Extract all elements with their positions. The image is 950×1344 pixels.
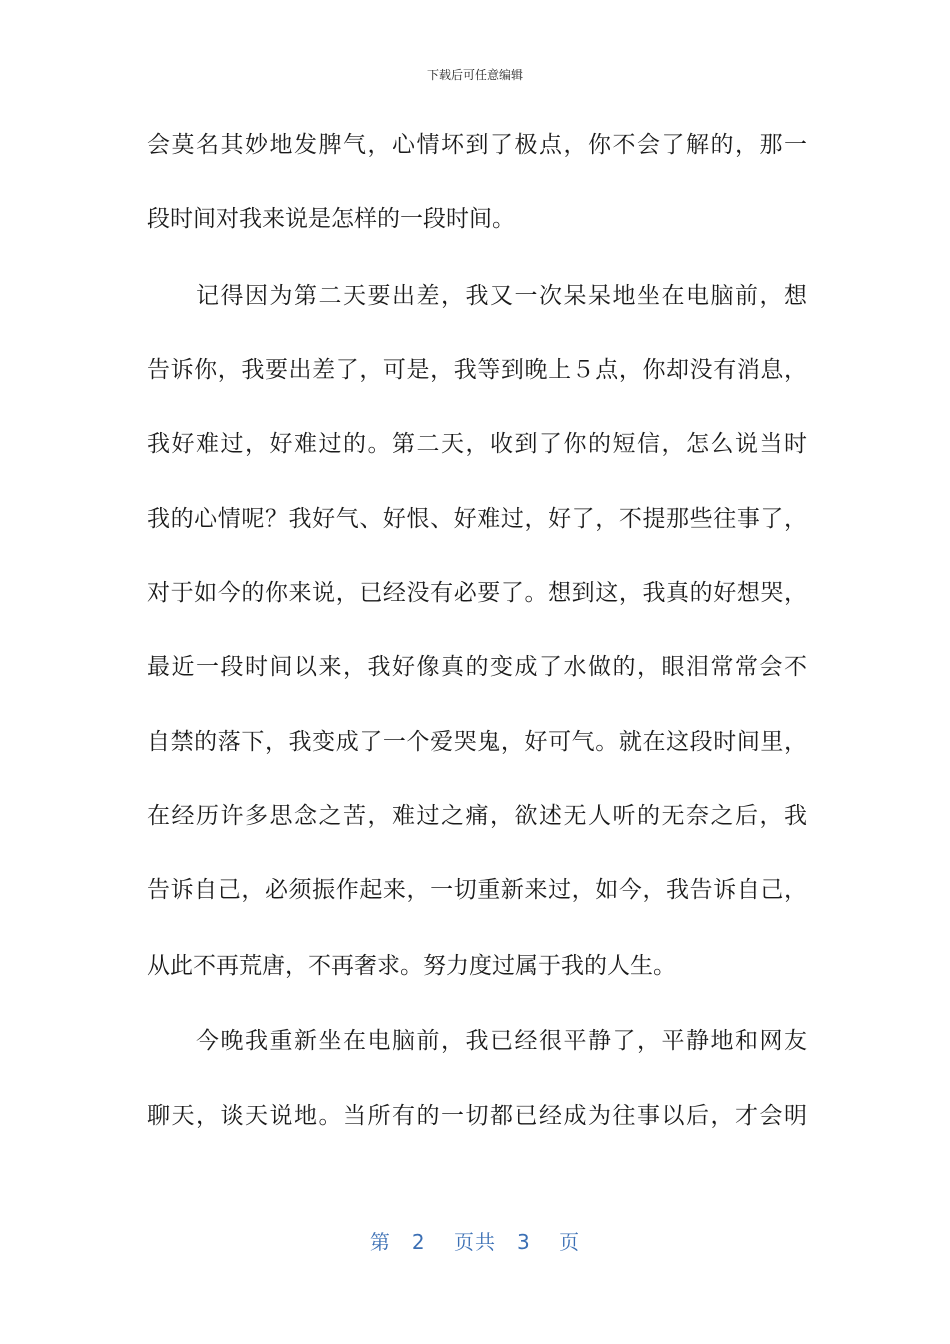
body-line: 聊天，谈天说地。当所有的一切都已经成为往事以后，才会明: [147, 1103, 807, 1129]
body-line: 对于如今的你来说，已经没有必要了。想到这，我真的好想哭，: [147, 580, 807, 606]
body-line: 告诉自己，必须振作起来，一切重新来过，如今，我告诉自己，: [147, 877, 807, 903]
body-line: 从此不再荒唐，不再奢求。努力度过属于我的人生。: [147, 953, 676, 979]
body-line: 自禁的落下，我变成了一个爱哭鬼，好可气。就在这段时间里，: [147, 729, 807, 755]
page-header: 下载后可任意编辑: [426, 68, 523, 82]
body-line: 今晚我重新坐在电脑前，我已经很平静了，平静地和网友: [147, 1028, 807, 1054]
body-line: 会莫名其妙地发脾气，心情坏到了极点，你不会了解的，那一: [147, 132, 807, 158]
body-line: 记得因为第二天要出差，我又一次呆呆地坐在电脑前，想: [147, 283, 807, 309]
body-line: 段时间对我来说是怎样的一段时间。: [147, 206, 515, 232]
body-line: 我好难过，好难过的。第二天，收到了你的短信，怎么说当时: [147, 431, 807, 457]
body-line: 在经历许多思念之苦，难过之痛，欲述无人听的无奈之后，我: [147, 803, 807, 829]
body-line: 最近一段时间以来，我好像真的变成了水做的，眼泪常常会不: [147, 654, 807, 680]
page-number-footer: 第 2 页共 3 页: [369, 1230, 581, 1254]
body-line: 告诉你，我要出差了，可是，我等到晚上５点，你却没有消息，: [147, 357, 807, 383]
body-line: 我的心情呢？我好气、好恨、好难过，好了，不提那些往事了，: [147, 506, 807, 532]
